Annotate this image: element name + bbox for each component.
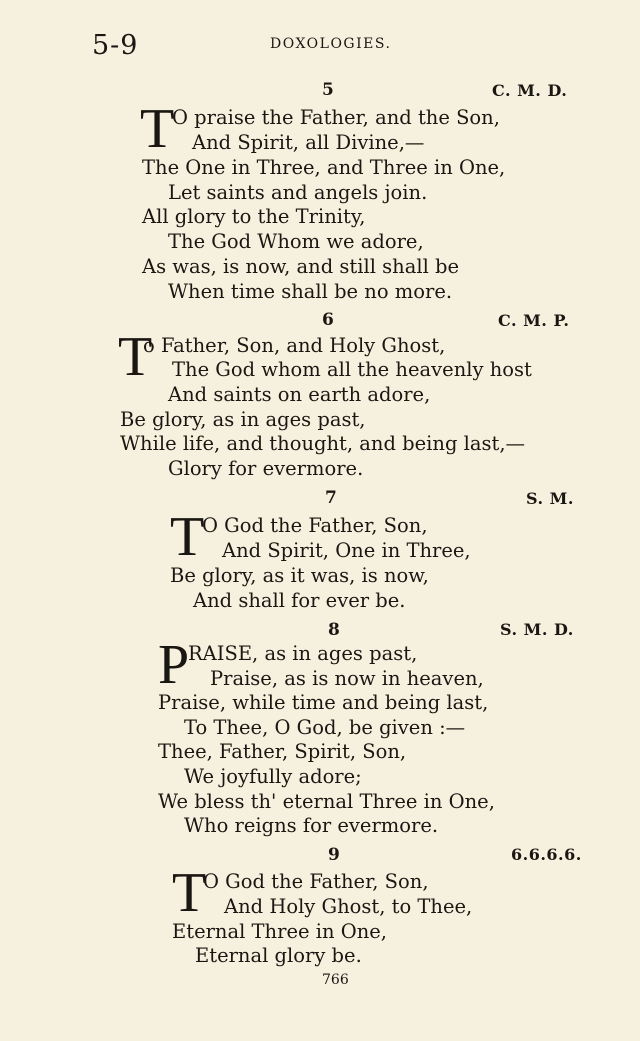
drop-cap: T — [118, 326, 153, 388]
drop-cap: T — [170, 506, 205, 568]
verse-line: Praise, while time and being last, — [158, 691, 489, 714]
verse-line: We bless th' eternal Three in One, — [158, 790, 495, 813]
verse-line: O praise the Father, and the Son, — [172, 106, 500, 129]
verse-line: And saints on earth adore, — [168, 383, 431, 406]
verse-line: O God the Father, Son, — [202, 514, 428, 537]
hymn-meter: C. M. D. — [492, 81, 568, 100]
verse-line: The God whom all the heavenly host — [172, 358, 532, 381]
hymn-number: 7 — [325, 488, 337, 508]
verse-line: Thee, Father, Spirit, Son, — [158, 740, 407, 763]
verse-line: Be glory, as it was, is now, — [170, 564, 429, 587]
verse-line: We joyfully adore; — [184, 765, 362, 788]
verse-line: All glory to the Trinity, — [142, 205, 366, 228]
verse-line: And Spirit, all Divine,— — [192, 131, 425, 154]
hymn-meter: 6.6.6.6. — [511, 845, 582, 864]
verse-line: The God Whom we adore, — [168, 230, 424, 253]
verse-line: Eternal Three in One, — [172, 920, 387, 943]
verse-line: Who reigns for evermore. — [184, 814, 439, 837]
verse-line: While life, and thought, and being last,— — [120, 432, 526, 455]
hymn-number: 5 — [322, 80, 334, 100]
verse-line: Glory for evermore. — [168, 457, 364, 480]
hymn-number: 8 — [328, 620, 340, 640]
hymn-meter: S. M. D. — [500, 620, 574, 639]
verse-line: And Holy Ghost, to Thee, — [224, 895, 473, 918]
hymn-meter: C. M. P. — [498, 311, 570, 330]
verse-line: When time shall be no more. — [168, 280, 453, 303]
verse-line: Eternal glory be. — [195, 944, 362, 967]
verse-line: To Thee, O God, be given :— — [184, 716, 466, 739]
verse-line: And Spirit, One in Three, — [222, 539, 471, 562]
verse-line: Praise, as is now in heaven, — [210, 667, 484, 690]
page-number: 766 — [322, 972, 349, 988]
verse-line: Be glory, as in ages past, — [120, 408, 366, 431]
hymn-meter: S. M. — [526, 489, 574, 508]
verse-line: O God the Father, Son, — [203, 870, 429, 893]
drop-cap: P — [158, 634, 190, 696]
verse-line: The One in Three, and Three in One, — [142, 156, 506, 179]
hymn-number: 9 — [328, 845, 340, 865]
verse-line: RAISE, as in ages past, — [188, 642, 418, 665]
hymn-range: 5-9 — [92, 30, 139, 61]
running-title: DOXOLOGIES. — [270, 36, 392, 52]
verse-line: Let saints and angels join. — [168, 181, 428, 204]
verse-line: And shall for ever be. — [193, 589, 406, 612]
drop-cap: T — [172, 862, 207, 924]
drop-cap: T — [140, 98, 175, 160]
verse-line: As was, is now, and still shall be — [142, 255, 460, 278]
hymn-number: 6 — [322, 310, 334, 330]
verse-line: o Father, Son, and Holy Ghost, — [143, 334, 446, 357]
